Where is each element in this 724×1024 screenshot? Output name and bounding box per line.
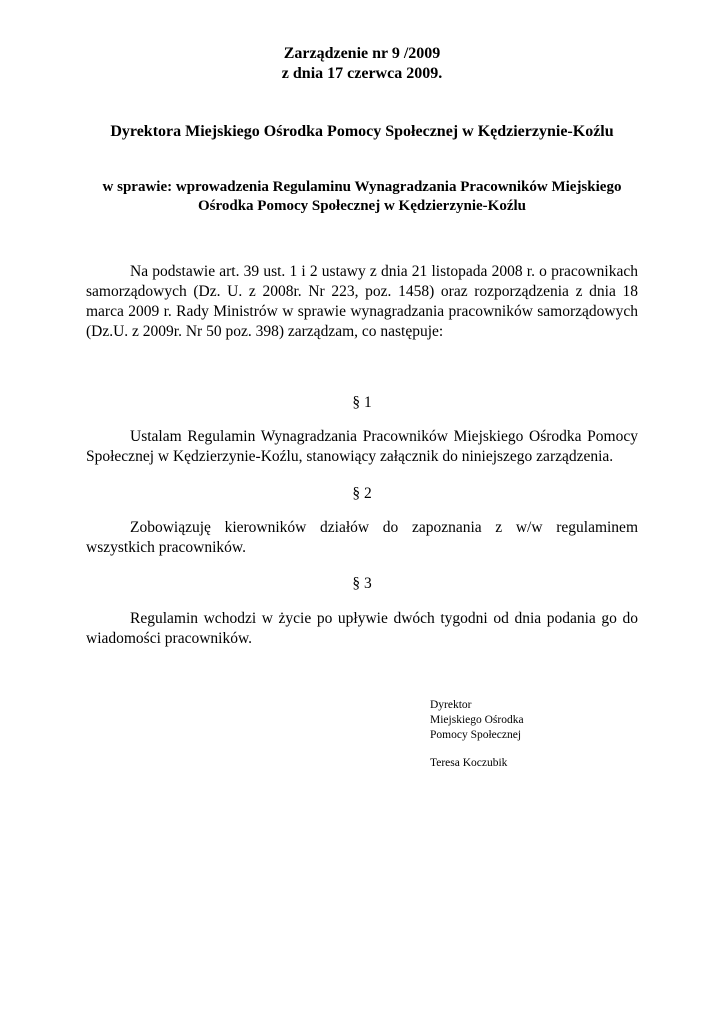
document-title xyxy=(0,44,724,84)
section-mark-1: § 1 xyxy=(352,394,372,411)
section-text-3: Regulamin wchodzi w życie po upływie dwóch tygodni od dnia podania go do wiadomości pracowników. xyxy=(86,610,638,647)
signature-name: Teresa Koczubik xyxy=(430,757,508,769)
issuer-heading: Dyrektora Miejskiego Ośrodka Pomocy Społecznej w Kędzierzynie-Koźlu xyxy=(110,123,614,140)
signature-block xyxy=(430,698,524,771)
title-date: z dnia 17 czerwca 2009. xyxy=(281,65,443,82)
section-mark-3: § 3 xyxy=(352,575,372,592)
section-text-2: Zobowiązuję kierowników działów do zapoznania z w/w regulaminem wszystkich pracowników. xyxy=(86,519,638,556)
subject-line-1: w sprawie: wprowadzenia Regulaminu Wynagradzania Pracowników Miejskiego xyxy=(102,179,622,195)
subject-line-2: Ośrodka Pomocy Społecznej w Kędzierzynie-Koźlu xyxy=(197,198,526,214)
preamble-paragraph: Na podstawie art. 39 ust. 1 i 2 ustawy z dnia 21 listopada 2008 r. o pracownikach samorządowych (Dz. U. z 2008r. Nr 223, poz. 1458) oraz rozporządzenia z dnia 18 marca 2009 r. Rady Ministrów w sprawie wynagradzania pracowników samorządowych (Dz.U. z 2009r. Nr 50 poz. 398) zarządzam, co następuje: xyxy=(86,263,638,340)
signature-title: Dyrektor xyxy=(430,699,472,711)
section-text-1: Ustalam Regulamin Wynagradzania Pracowników Miejskiego Ośrodka Pomocy Społecznej w Kędzierzynie-Koźlu, stanowiący załącznik do niniejszego zarządzenia. xyxy=(86,428,638,465)
subject-heading xyxy=(60,178,664,216)
signature-office-2: Pomocy Społecznej xyxy=(430,729,522,741)
section-mark-2: § 2 xyxy=(352,485,372,502)
signature-office-1: Miejskiego Ośrodka xyxy=(430,714,524,726)
title-number: Zarządzenie nr 9 /2009 xyxy=(283,45,441,62)
